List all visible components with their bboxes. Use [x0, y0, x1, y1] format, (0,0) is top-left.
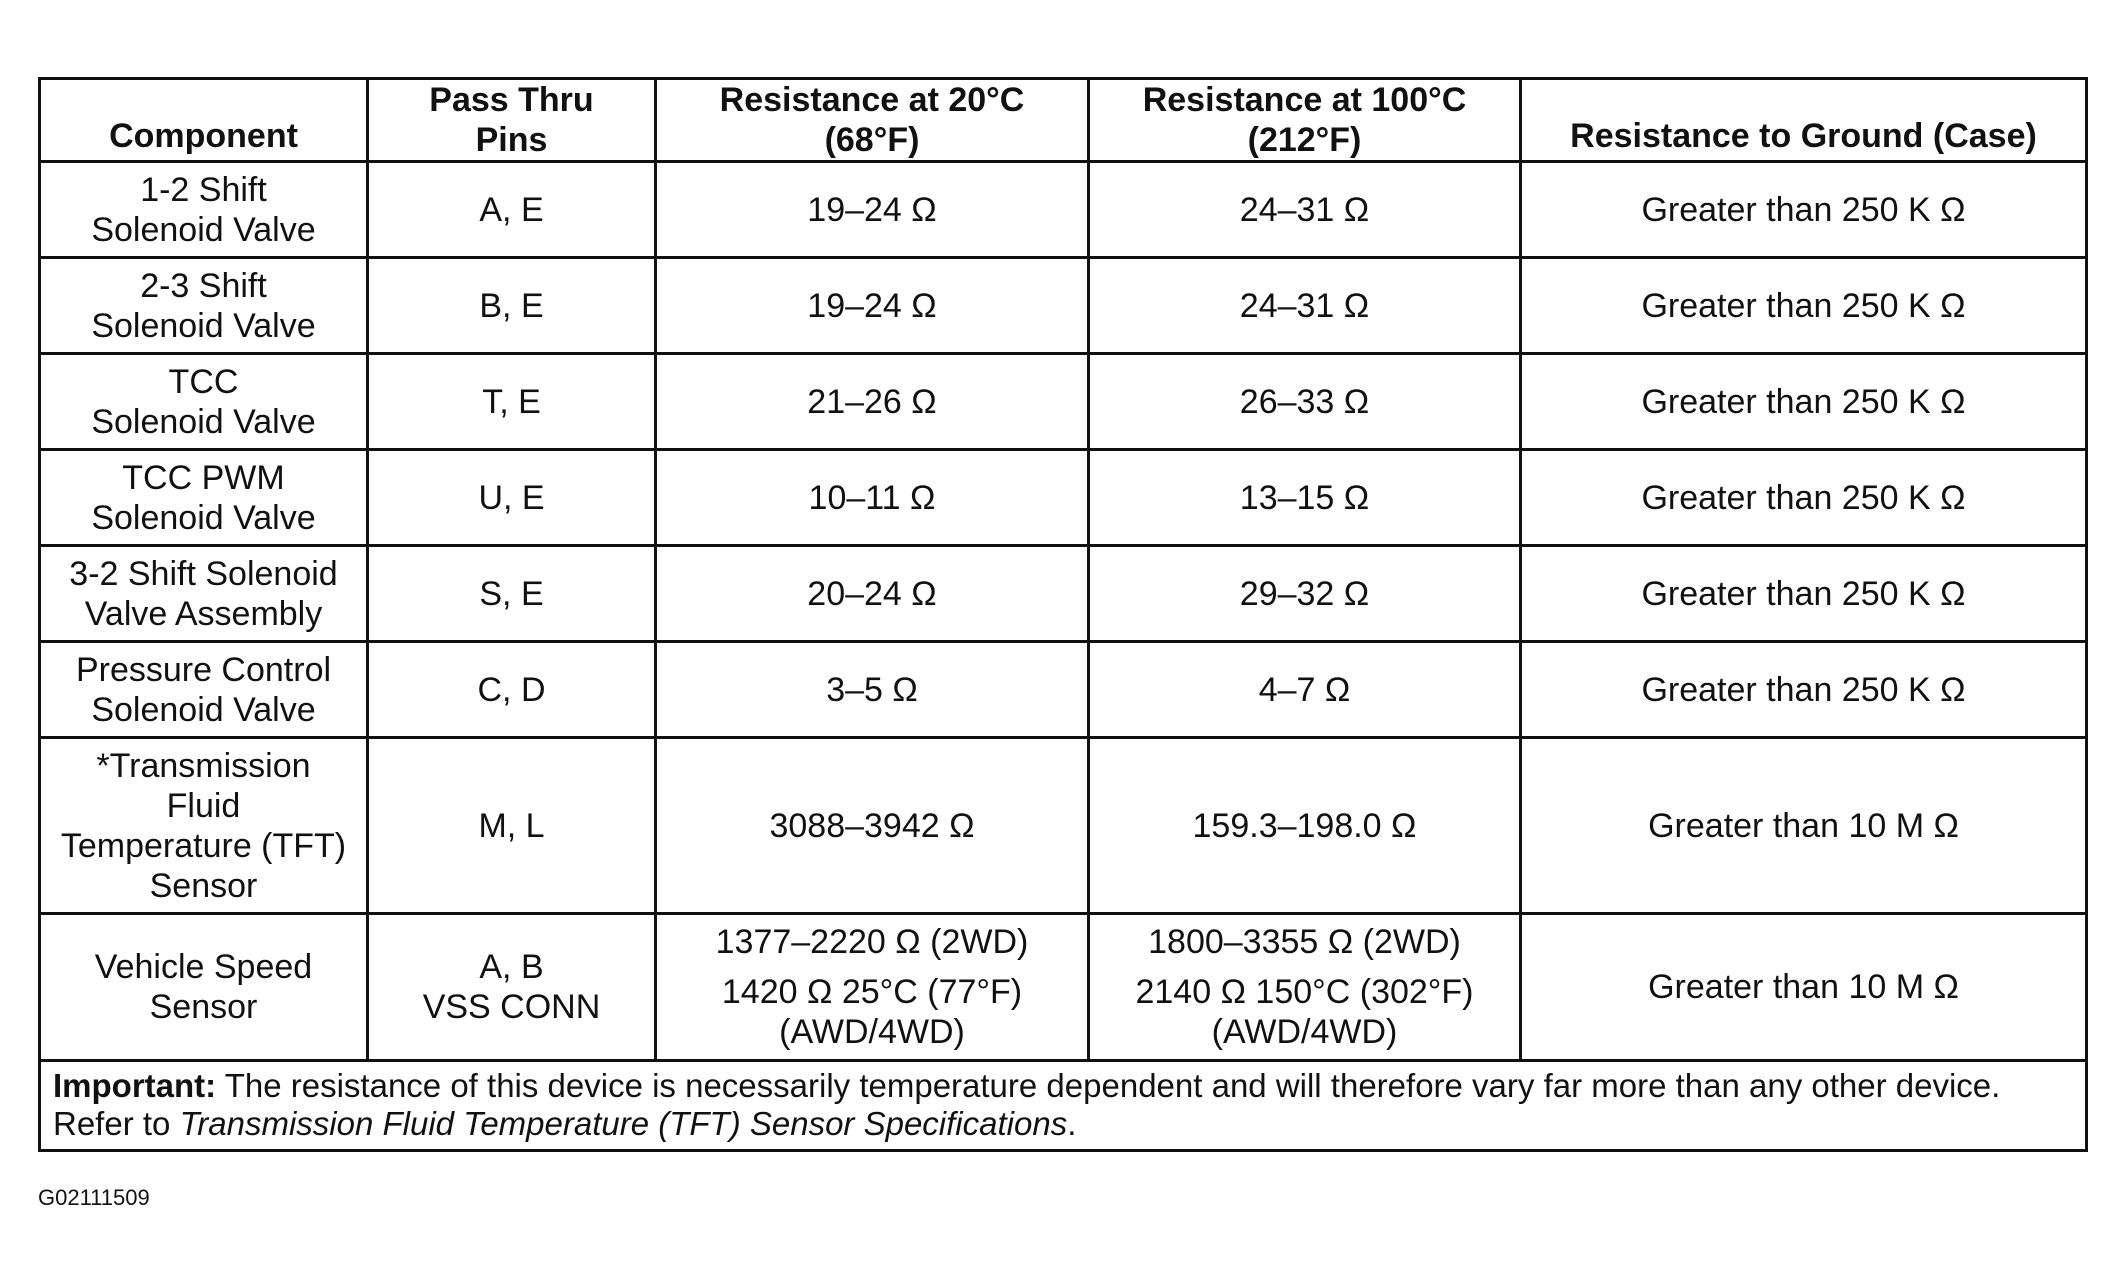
cell-pins: S, E	[368, 546, 656, 642]
cell-resistance-100c: 159.3–198.0 Ω	[1089, 738, 1521, 914]
cell-pins: A, B VSS CONN	[368, 914, 656, 1061]
cell-resistance-100c: 24–31 Ω	[1089, 162, 1521, 258]
header-pass-thru-pins: Pass Thru Pins	[368, 79, 656, 162]
cell-resistance-100c: 24–31 Ω	[1089, 258, 1521, 354]
cell-pins: M, L	[368, 738, 656, 914]
cell-resistance-20c: 19–24 Ω	[656, 258, 1089, 354]
note-lead: Important:	[53, 1066, 217, 1104]
cell-resistance-100c	[1089, 914, 1521, 1061]
cell-resistance-20c	[656, 914, 1089, 1061]
figure-code: G02111509	[38, 1185, 150, 1210]
cell-pins: C, D	[368, 642, 656, 738]
table-row	[40, 642, 2087, 738]
table-row	[40, 258, 2087, 354]
cell-resistance-20c: 10–11 Ω	[656, 450, 1089, 546]
cell-component: TCC PWM Solenoid Valve	[40, 450, 368, 546]
cell-resistance-ground: Greater than 250 K Ω	[1521, 546, 2087, 642]
header-resistance-100c: Resistance at 100°C (212°F)	[1089, 79, 1521, 162]
cell-component: 2-3 Shift Solenoid Valve	[40, 258, 368, 354]
cell-resistance-20c: 20–24 Ω	[656, 546, 1089, 642]
vss-20c-2wd: 1377–2220 Ω (2WD)	[715, 923, 1029, 962]
cell-resistance-ground: Greater than 250 K Ω	[1521, 642, 2087, 738]
cell-resistance-ground: Greater than 250 K Ω	[1521, 354, 2087, 450]
header-row	[40, 79, 2087, 162]
note-row	[40, 1061, 2087, 1151]
vss-100c-awd: 2140 Ω 150°C (302°F) (AWD/4WD)	[1135, 973, 1474, 1052]
cell-component: *Transmission Fluid Temperature (TFT) Sensor	[40, 738, 368, 914]
important-note	[40, 1061, 2087, 1151]
table-row	[40, 450, 2087, 546]
note-reference: Transmission Fluid Temperature (TFT) Sensor Specifications	[179, 1104, 1068, 1142]
cell-pins: T, E	[368, 354, 656, 450]
header-component: Component	[40, 79, 368, 162]
cell-component: 3-2 Shift Solenoid Valve Assembly	[40, 546, 368, 642]
table-row	[40, 738, 2087, 914]
note-text: The resistance of this device is necessarily temperature dependent and will therefore vary far more than any other device. Refer to	[53, 1066, 2001, 1142]
cell-pins: B, E	[368, 258, 656, 354]
cell-resistance-ground: Greater than 250 K Ω	[1521, 162, 2087, 258]
cell-resistance-100c: 13–15 Ω	[1089, 450, 1521, 546]
table-row	[40, 354, 2087, 450]
cell-resistance-20c: 19–24 Ω	[656, 162, 1089, 258]
cell-resistance-20c: 21–26 Ω	[656, 354, 1089, 450]
cell-resistance-ground: Greater than 250 K Ω	[1521, 450, 2087, 546]
cell-resistance-ground: Greater than 10 M Ω	[1521, 914, 2087, 1061]
header-resistance-20c: Resistance at 20°C (68°F)	[656, 79, 1089, 162]
cell-component: 1-2 Shift Solenoid Valve	[40, 162, 368, 258]
cell-component: Vehicle Speed Sensor	[40, 914, 368, 1061]
cell-resistance-100c: 4–7 Ω	[1089, 642, 1521, 738]
cell-resistance-20c: 3088–3942 Ω	[656, 738, 1089, 914]
table-row	[40, 546, 2087, 642]
vss-100c-2wd: 1800–3355 Ω (2WD)	[1148, 923, 1461, 962]
cell-resistance-100c: 26–33 Ω	[1089, 354, 1521, 450]
table-row	[40, 162, 2087, 258]
header-resistance-to-ground: Resistance to Ground (Case)	[1521, 79, 2087, 162]
cell-pins: U, E	[368, 450, 656, 546]
note-end: .	[1067, 1104, 1077, 1142]
cell-component: TCC Solenoid Valve	[40, 354, 368, 450]
cell-component: Pressure Control Solenoid Valve	[40, 642, 368, 738]
cell-pins: A, E	[368, 162, 656, 258]
cell-resistance-20c: 3–5 Ω	[656, 642, 1089, 738]
resistance-spec-table	[38, 77, 2088, 1152]
vss-20c-awd: 1420 Ω 25°C (77°F) (AWD/4WD)	[721, 973, 1023, 1052]
table-row-vehicle-speed-sensor	[40, 914, 2087, 1061]
cell-resistance-100c: 29–32 Ω	[1089, 546, 1521, 642]
cell-resistance-ground: Greater than 10 M Ω	[1521, 738, 2087, 914]
cell-resistance-ground: Greater than 250 K Ω	[1521, 258, 2087, 354]
